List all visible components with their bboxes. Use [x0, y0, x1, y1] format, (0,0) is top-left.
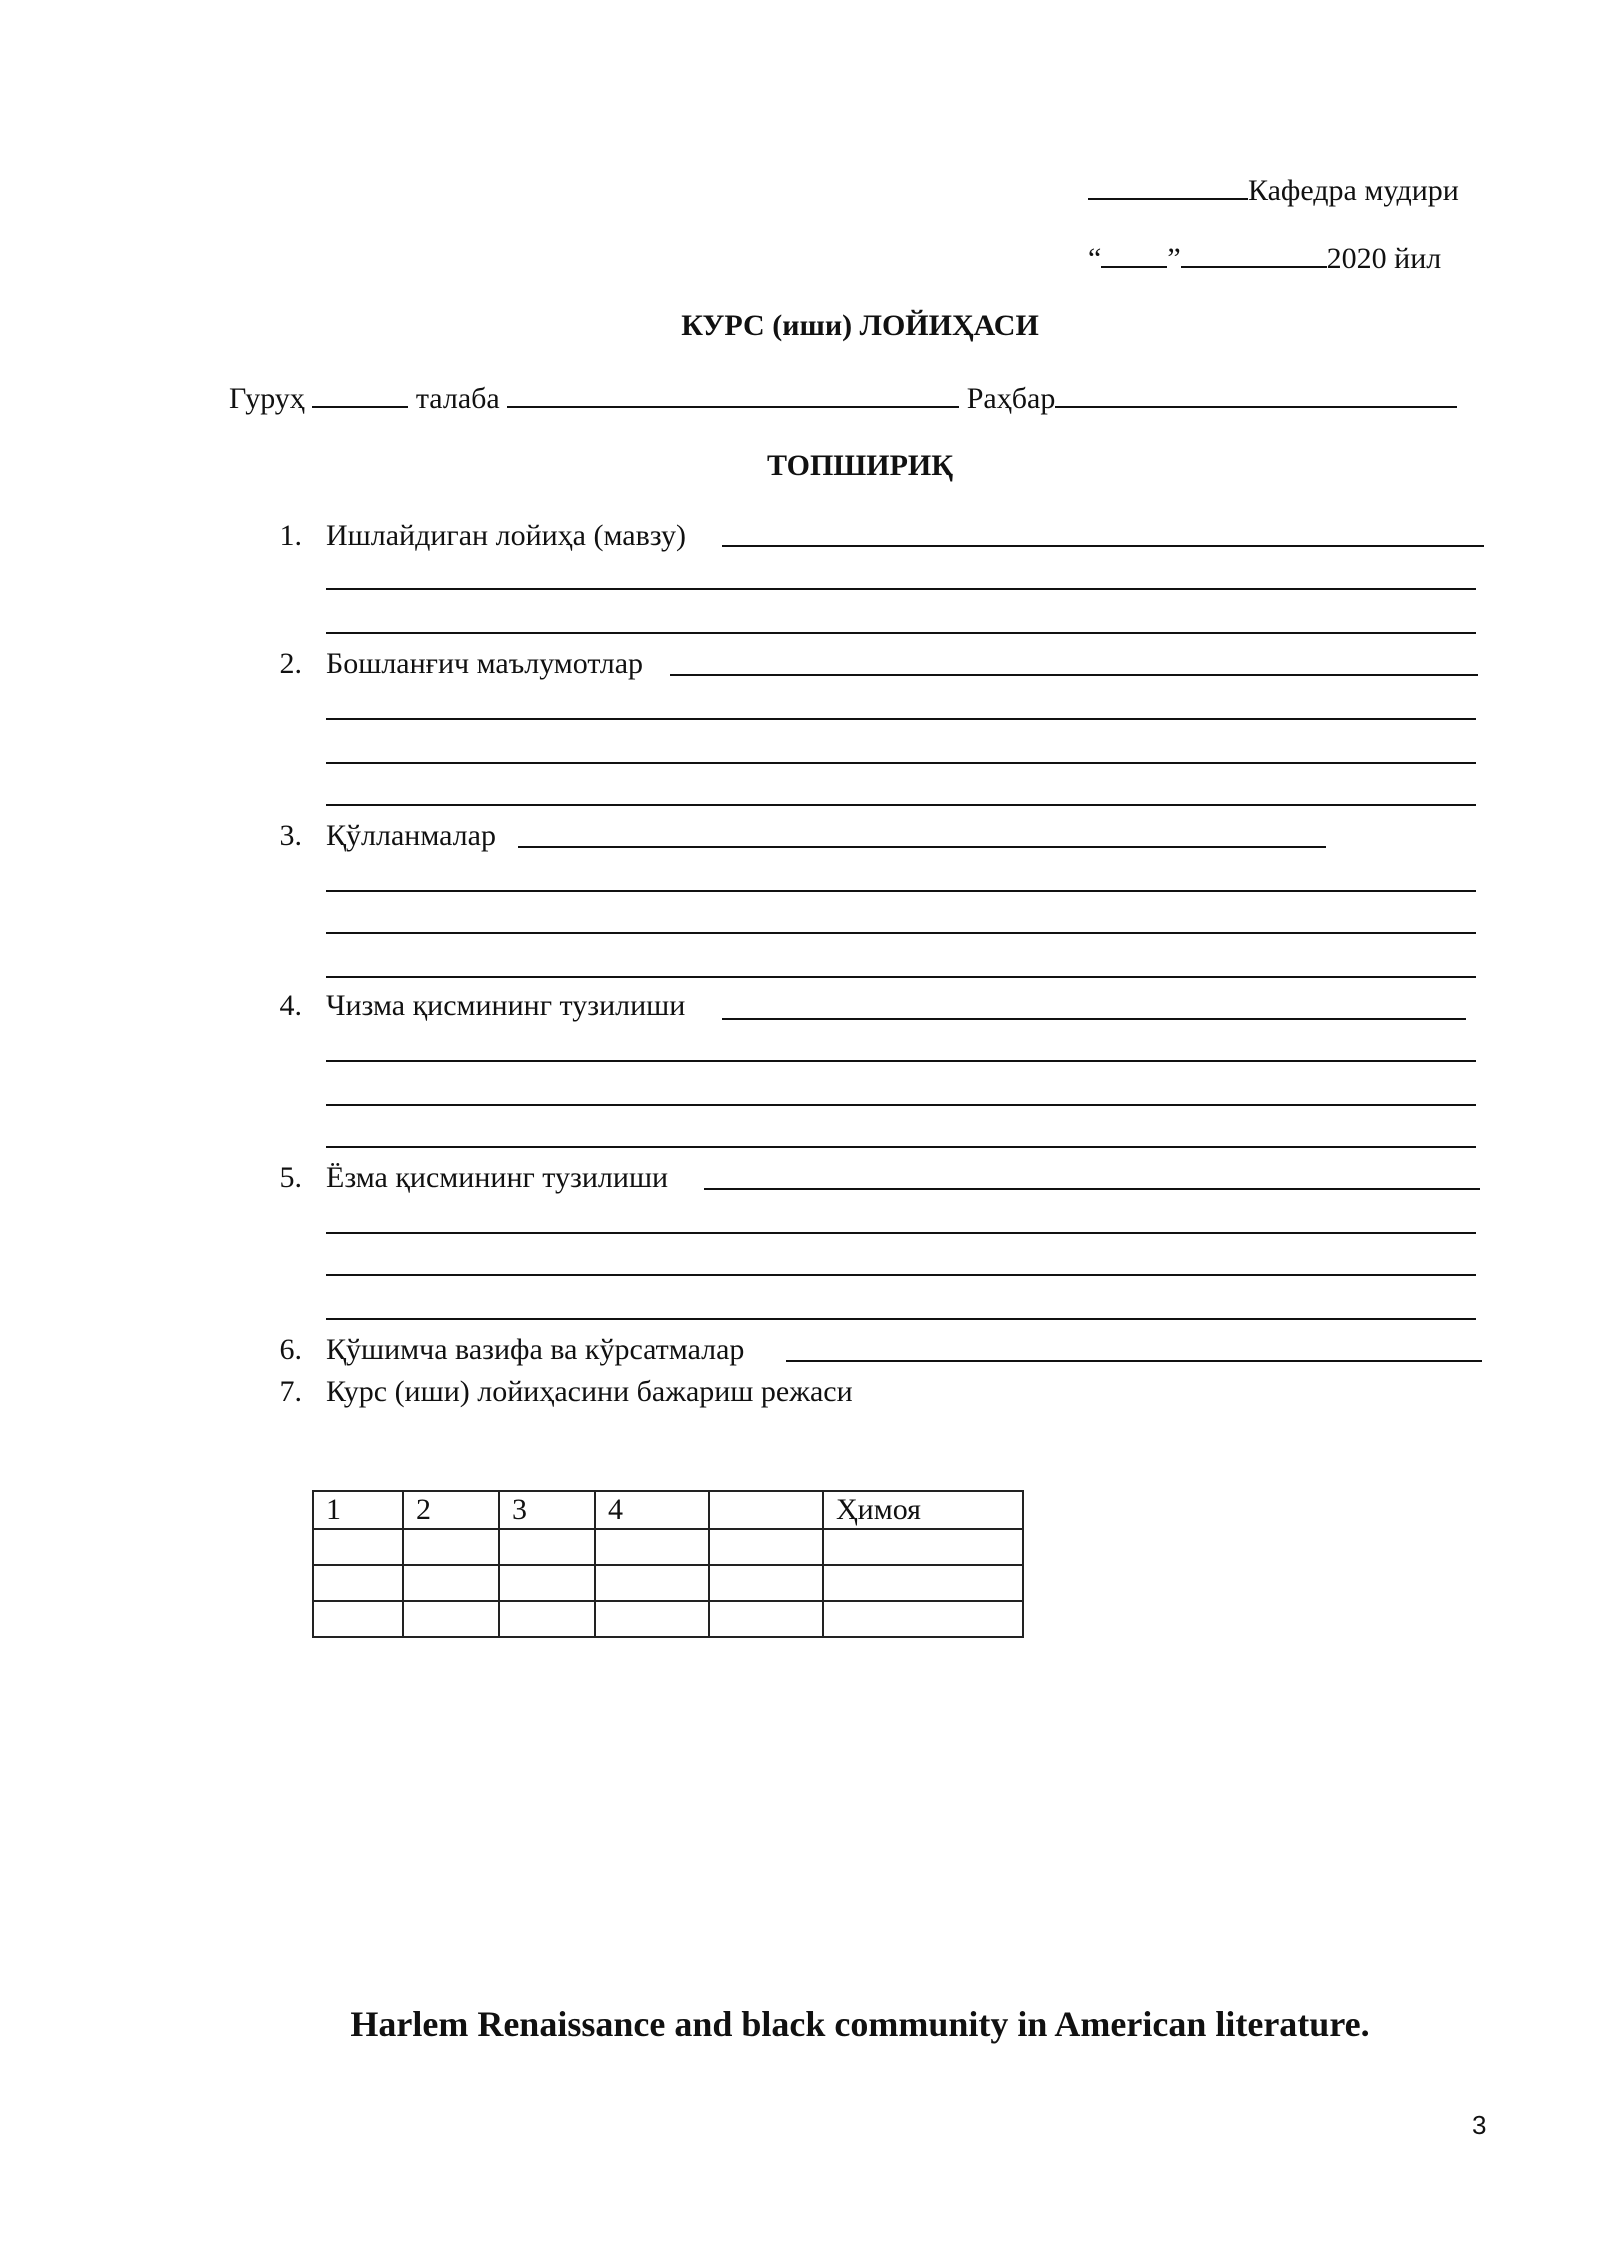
answer-line	[326, 632, 1476, 634]
item-label: Курс (иши) лойиҳасини бажариш режаси	[326, 1375, 853, 1408]
answer-line	[326, 1146, 1476, 1148]
table-cell[interactable]	[709, 1565, 823, 1601]
table-header-row	[313, 1491, 1023, 1529]
item-label: Ишлайдиган лойиҳа (мавзу)	[326, 519, 686, 552]
table-cell[interactable]	[403, 1565, 499, 1601]
approval-date-line	[1088, 238, 1441, 277]
table-cell[interactable]	[499, 1601, 595, 1637]
answer-line	[326, 804, 1476, 806]
item-number: 1.	[279, 519, 302, 552]
item-label: Қўшимча вазифа ва кўрсатмалар	[326, 1333, 745, 1366]
table-header-cell: Ҳимоя	[823, 1491, 1023, 1529]
table-cell[interactable]	[595, 1529, 709, 1565]
table-cell[interactable]	[313, 1601, 403, 1637]
table-cell[interactable]	[709, 1529, 823, 1565]
table-cell[interactable]	[403, 1529, 499, 1565]
table-cell[interactable]	[823, 1601, 1023, 1637]
student-blank	[507, 378, 959, 408]
table-header-cell: 2	[403, 1491, 499, 1529]
date-open-quote: “	[1088, 242, 1102, 275]
group-label: Гуруҳ	[229, 382, 305, 415]
table-cell[interactable]	[823, 1565, 1023, 1601]
table-row	[313, 1565, 1023, 1601]
answer-line	[326, 1104, 1476, 1106]
answer-line	[326, 1318, 1476, 1320]
course-topic: Harlem Renaissance and black community in American literature.	[350, 2004, 1370, 2044]
header-fields-line	[229, 378, 1457, 417]
answer-line	[326, 588, 1476, 590]
table-row	[313, 1529, 1023, 1565]
table-cell[interactable]	[709, 1601, 823, 1637]
page-number: 3	[1472, 2110, 1487, 2140]
assignment-title: ТОПШИРИҚ	[767, 449, 953, 482]
answer-line	[722, 1018, 1466, 1020]
answer-line	[326, 932, 1476, 934]
table-header-cell: 1	[313, 1491, 403, 1529]
head-of-department-label: Кафедра мудири	[1248, 174, 1459, 207]
answer-line	[326, 718, 1476, 720]
head-of-department-line	[1088, 170, 1459, 209]
item-number: 5.	[279, 1161, 302, 1194]
document-title: КУРС (иши) ЛОЙИҲАСИ	[681, 309, 1039, 342]
approval-year: 2020 йил	[1326, 242, 1442, 275]
answer-line	[326, 1232, 1476, 1234]
table-cell[interactable]	[313, 1529, 403, 1565]
answer-line	[722, 545, 1484, 547]
answer-line	[786, 1360, 1482, 1362]
item-number: 6.	[279, 1333, 302, 1366]
item-number: 2.	[279, 647, 302, 680]
supervisor-label: Раҳбар	[966, 382, 1056, 415]
table-header-cell	[709, 1491, 823, 1529]
answer-line	[326, 1060, 1476, 1062]
item-label: Қўлланмалар	[326, 819, 496, 852]
supervisor-blank	[1055, 378, 1457, 408]
answer-line	[326, 762, 1476, 764]
item-number: 4.	[279, 989, 302, 1022]
table-cell[interactable]	[595, 1565, 709, 1601]
signature-blank	[1088, 170, 1248, 200]
table-cell[interactable]	[499, 1529, 595, 1565]
answer-line	[326, 976, 1476, 978]
group-blank	[312, 378, 408, 408]
item-label: Ёзма қисмининг тузилиши	[326, 1161, 669, 1194]
table-row	[313, 1601, 1023, 1637]
answer-line	[704, 1188, 1480, 1190]
student-label: талаба	[415, 382, 500, 415]
item-label: Чизма қисмининг тузилиши	[326, 989, 686, 1022]
table-header-cell: 4	[595, 1491, 709, 1529]
item-number: 3.	[279, 819, 302, 852]
table-cell[interactable]	[313, 1565, 403, 1601]
schedule-table	[312, 1490, 1024, 1638]
table-header-cell: 3	[499, 1491, 595, 1529]
item-number: 7.	[279, 1375, 302, 1408]
table-cell[interactable]	[823, 1529, 1023, 1565]
answer-line	[326, 1274, 1476, 1276]
table-cell[interactable]	[403, 1601, 499, 1637]
table-cell[interactable]	[595, 1601, 709, 1637]
answer-line	[518, 846, 1326, 848]
answer-line	[670, 674, 1478, 676]
date-close-quote: ”	[1167, 242, 1181, 275]
day-blank	[1101, 238, 1167, 268]
month-blank	[1181, 238, 1327, 268]
answer-line	[326, 890, 1476, 892]
table-cell[interactable]	[499, 1565, 595, 1601]
item-label: Бошланғич маълумотлар	[326, 647, 644, 680]
